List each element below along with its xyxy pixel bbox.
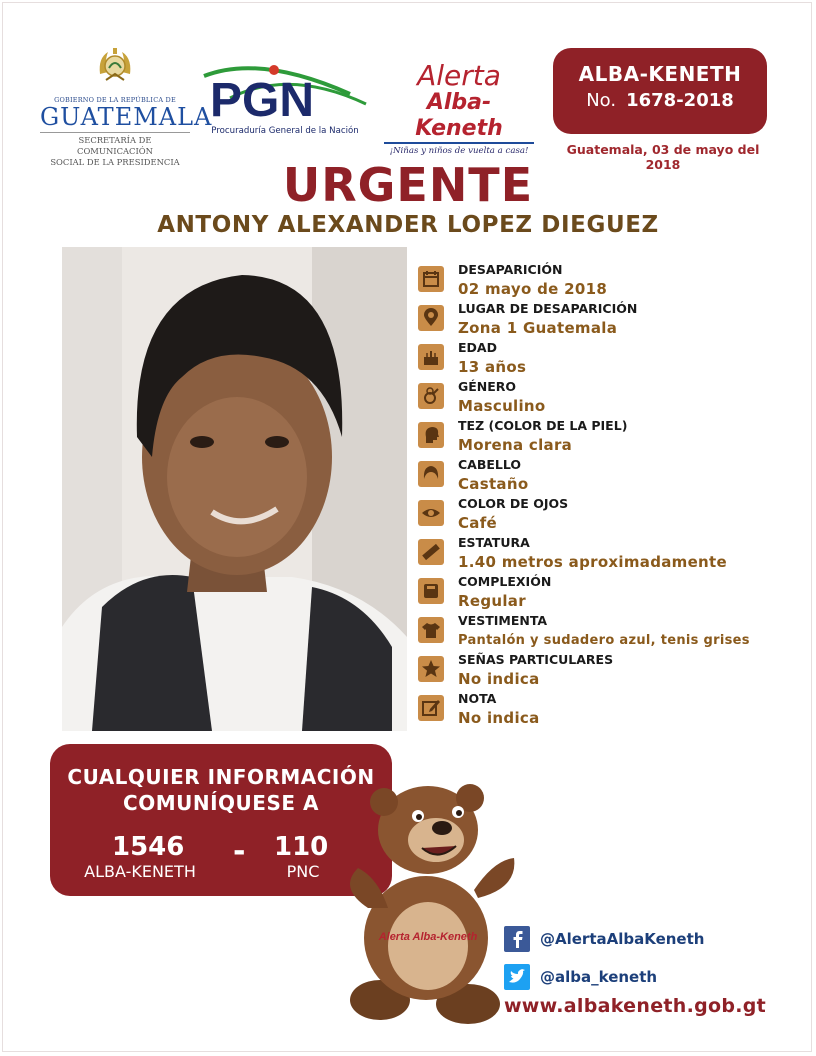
contact-separator: -	[233, 834, 246, 869]
detail-row-edad	[418, 340, 808, 378]
detail-label: GÉNERO	[458, 379, 517, 394]
detail-row-complexion	[418, 574, 808, 612]
shirt-icon	[418, 617, 444, 643]
detail-value: Castaño	[458, 475, 529, 493]
bear-mascot-illustration	[318, 778, 518, 1028]
detail-row-lugar	[418, 301, 808, 339]
detail-row-nota	[418, 691, 808, 729]
twitter-handle[interactable]: @alba_keneth	[540, 968, 658, 986]
detail-value: 13 años	[458, 358, 527, 376]
detail-value: 1.40 metros aproximadamente	[458, 553, 727, 571]
alerta-logo-tagline: ¡Niñas y niños de vuelta a casa!	[384, 142, 534, 156]
contact-label-pnc: PNC	[286, 862, 320, 881]
detail-value: Regular	[458, 592, 526, 610]
alerta-logo-top: Alerta	[417, 59, 501, 92]
twitter-icon	[504, 964, 530, 990]
detail-row-cabello	[418, 457, 808, 495]
gov-sub-line1: SECRETARÍA DE COMUNICACIÓN	[40, 132, 190, 157]
detail-row-vestimenta	[418, 613, 808, 651]
head-profile-icon	[418, 422, 444, 448]
facebook-icon	[504, 926, 530, 952]
gov-name: GUATEMALA	[40, 103, 213, 131]
alert-number-value: 1678-2018	[626, 90, 734, 111]
alerta-logo-main: Alba-Keneth	[415, 90, 503, 141]
alert-number-badge	[553, 48, 767, 134]
star-icon	[418, 656, 444, 682]
detail-value: 02 mayo de 2018	[458, 280, 608, 298]
detail-label: VESTIMENTA	[458, 613, 548, 628]
gov-sub-line2: SOCIAL DE LA PRESIDENCIA	[50, 157, 180, 167]
detail-label: COMPLEXIÓN	[458, 574, 552, 589]
ruler-icon	[418, 539, 444, 565]
guatemala-crest-icon	[92, 44, 138, 90]
birthday-cake-icon	[418, 344, 444, 370]
facebook-link[interactable]	[504, 926, 804, 954]
contact-label-alba-keneth: ALBA-KENETH	[84, 862, 196, 881]
twitter-link[interactable]	[504, 964, 804, 992]
contact-number-alba-keneth[interactable]: 1546	[112, 832, 185, 862]
detail-label: CABELLO	[458, 457, 522, 472]
detail-label: LUGAR DE DESAPARICIÓN	[458, 301, 638, 316]
pgn-wordmark-icon	[200, 58, 370, 124]
missing-person-name: ANTONY ALEXANDER LOPEZ DIEGUEZ	[157, 212, 659, 238]
bear-badge-text: Alerta Alba-Keneth	[378, 931, 478, 943]
page-title: URGENTE	[282, 158, 534, 212]
detail-row-estatura	[418, 535, 808, 573]
scale-icon	[418, 578, 444, 604]
contact-heading-line1: CUALQUIER INFORMACIÓN	[67, 765, 375, 789]
detail-label: DESAPARICIÓN	[458, 262, 563, 277]
detail-value: Café	[458, 514, 498, 532]
gender-icon	[418, 383, 444, 409]
note-edit-icon	[418, 695, 444, 721]
detail-value: Pantalón y sudadero azul, tenis grises	[458, 633, 750, 648]
location-pin-icon	[418, 305, 444, 331]
alerta-alba-keneth-logo	[384, 59, 534, 156]
pgn-logo	[200, 58, 370, 144]
detail-row-desaparicion	[418, 262, 808, 300]
detail-value: Morena clara	[458, 436, 573, 454]
detail-label: TEZ (COLOR DE LA PIEL)	[458, 418, 628, 433]
detail-row-tez	[418, 418, 808, 456]
detail-value: Masculino	[458, 397, 546, 415]
detail-row-senas	[418, 652, 808, 690]
detail-row-genero	[418, 379, 808, 417]
guatemala-government-logo	[40, 44, 213, 167]
detail-label: NOTA	[458, 691, 497, 706]
alert-title: ALBA-KENETH	[578, 62, 742, 86]
hair-icon	[418, 461, 444, 487]
eye-icon	[418, 500, 444, 526]
detail-row-ojos	[418, 496, 808, 534]
detail-value: No indica	[458, 670, 540, 688]
detail-value: Zona 1 Guatemala	[458, 319, 618, 337]
issue-date: Guatemala, 03 de mayo del 2018	[566, 142, 760, 172]
detail-label: SEÑAS PARTICULARES	[458, 652, 614, 667]
alert-number-line	[553, 90, 767, 111]
website-link[interactable]: www.albakeneth.gob.gt	[503, 995, 767, 1017]
pgn-subtitle: Procuraduría General de la Nación	[211, 126, 359, 136]
detail-label: COLOR DE OJOS	[458, 496, 569, 511]
facebook-handle[interactable]: @AlertaAlbaKeneth	[540, 930, 705, 948]
calendar-icon	[418, 266, 444, 292]
missing-person-photo	[62, 247, 407, 731]
gov-small-text: GOBIERNO DE LA REPÚBLICA DE	[54, 96, 176, 104]
contact-heading-line2: COMUNÍQUESE A	[123, 791, 319, 815]
photo-illustration	[62, 247, 407, 731]
contact-number-pnc[interactable]: 110	[274, 832, 329, 862]
detail-value: No indica	[458, 709, 540, 727]
alert-number-label: No.	[586, 90, 617, 111]
detail-label: EDAD	[458, 340, 497, 355]
detail-label: ESTATURA	[458, 535, 530, 550]
pgn-text: PGN	[210, 74, 315, 124]
